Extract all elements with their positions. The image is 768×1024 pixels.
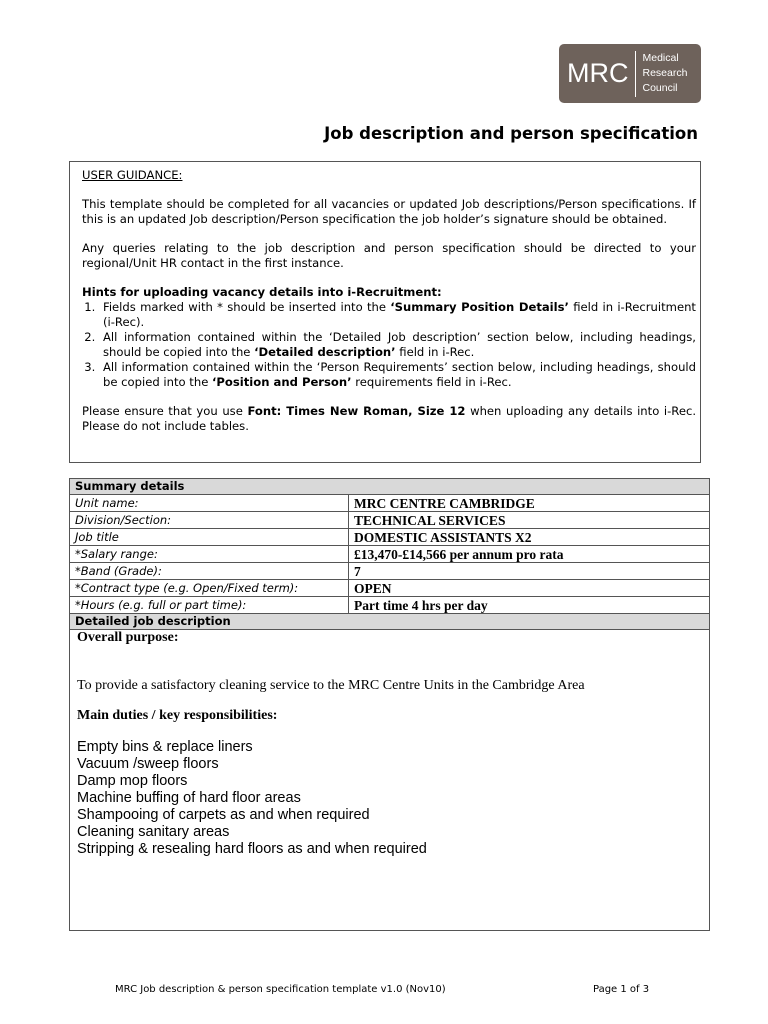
guidance-paragraph: Any queries relating to the job description and person specification should be directed to your regional/Unit HR contact in the first instance. xyxy=(82,241,696,270)
field-value: £13,470-£14,566 per annum pro rata xyxy=(349,546,710,563)
logo-full-name xyxy=(643,51,688,96)
hints-heading: Hints for uploading vacancy details into i-Recruitment: xyxy=(82,285,442,299)
font-instruction: Please ensure that you use Font: Times New Roman, Size 12 when uploading any details into i-Rec. Please do not include tables. xyxy=(82,404,697,433)
list-item: Damp mop floors xyxy=(77,773,188,789)
field-label: *Hours (e.g. full or part time): xyxy=(70,597,349,614)
list-item: Cleaning sanitary areas xyxy=(77,824,230,840)
summary-table xyxy=(69,478,710,931)
field-label: Division/Section: xyxy=(70,512,349,529)
list-item: Stripping & resealing hard floors as and when required xyxy=(77,841,427,857)
overall-purpose-heading: Overall purpose: xyxy=(77,630,179,645)
hints-list xyxy=(82,300,696,390)
table-row xyxy=(70,580,710,597)
table-row xyxy=(70,563,710,580)
logo-line: Research xyxy=(642,67,688,79)
overall-purpose-text: To provide a satisfactory cleaning service to the MRC Centre Units in the Cambridge Area xyxy=(77,678,585,693)
table-row xyxy=(70,495,710,512)
job-description-body xyxy=(70,630,710,931)
document-title: Job description and person specification xyxy=(324,124,698,143)
guidance-heading: USER GUIDANCE: xyxy=(82,168,183,182)
list-item: Shampooing of carpets as and when required xyxy=(77,807,370,823)
logo-line: Medical xyxy=(642,52,679,64)
field-label: Unit name: xyxy=(70,495,349,512)
hint-item: 1. Fields marked with * should be inserted into the ‘Summary Position Details’ field in i-Recruitment (i-Rec). xyxy=(99,300,696,330)
field-value: DOMESTIC ASSISTANTS X2 xyxy=(349,529,710,546)
logo-abbreviation: MRC xyxy=(567,58,629,88)
hint-item: 3. All information contained within the ‘Person Requirements’ section below, including headings, should be copied into the ‘Position and Person’ requirements field in i-Rec. xyxy=(99,360,696,390)
field-value: MRC CENTRE CAMBRIDGE xyxy=(349,495,710,512)
user-guidance-box xyxy=(69,161,701,463)
field-value: Part time 4 hrs per day xyxy=(349,597,710,614)
logo-divider xyxy=(635,51,636,97)
list-item: Machine buffing of hard floor areas xyxy=(77,790,301,806)
table-row xyxy=(70,597,710,614)
field-label: Job title xyxy=(70,529,349,546)
duties-list xyxy=(77,739,702,858)
footer-template-version: MRC Job description & person specification template v1.0 (Nov10) xyxy=(115,984,446,995)
field-value: TECHNICAL SERVICES xyxy=(349,512,710,529)
footer-page-number: Page 1 of 3 xyxy=(593,984,650,995)
field-value: 7 xyxy=(349,563,710,580)
list-item: Empty bins & replace liners xyxy=(77,739,253,755)
mrc-logo xyxy=(559,44,701,103)
list-item: Vacuum /sweep floors xyxy=(77,756,219,772)
logo-line: Council xyxy=(642,82,678,94)
table-row xyxy=(70,512,710,529)
main-duties-heading: Main duties / key responsibilities: xyxy=(77,708,278,723)
field-value: OPEN xyxy=(349,580,710,597)
field-label: *Contract type (e.g. Open/Fixed term): xyxy=(70,580,349,597)
job-description-heading: Detailed job description xyxy=(70,614,710,630)
table-row xyxy=(70,529,710,546)
hint-item: 2. All information contained within the ‘Detailed Job description’ section below, including headings, should be copied into the ‘Detailed description’ field in i-Rec. xyxy=(99,330,696,360)
field-label: *Salary range: xyxy=(70,546,349,563)
guidance-paragraph: This template should be completed for all vacancies or updated Job descriptions/Person specifications. If this is an updated Job description/Person specification the job holder’s signature should be obtained. xyxy=(82,197,696,226)
field-label: *Band (Grade): xyxy=(70,563,349,580)
table-row xyxy=(70,546,710,563)
summary-details-heading: Summary details xyxy=(70,479,710,495)
